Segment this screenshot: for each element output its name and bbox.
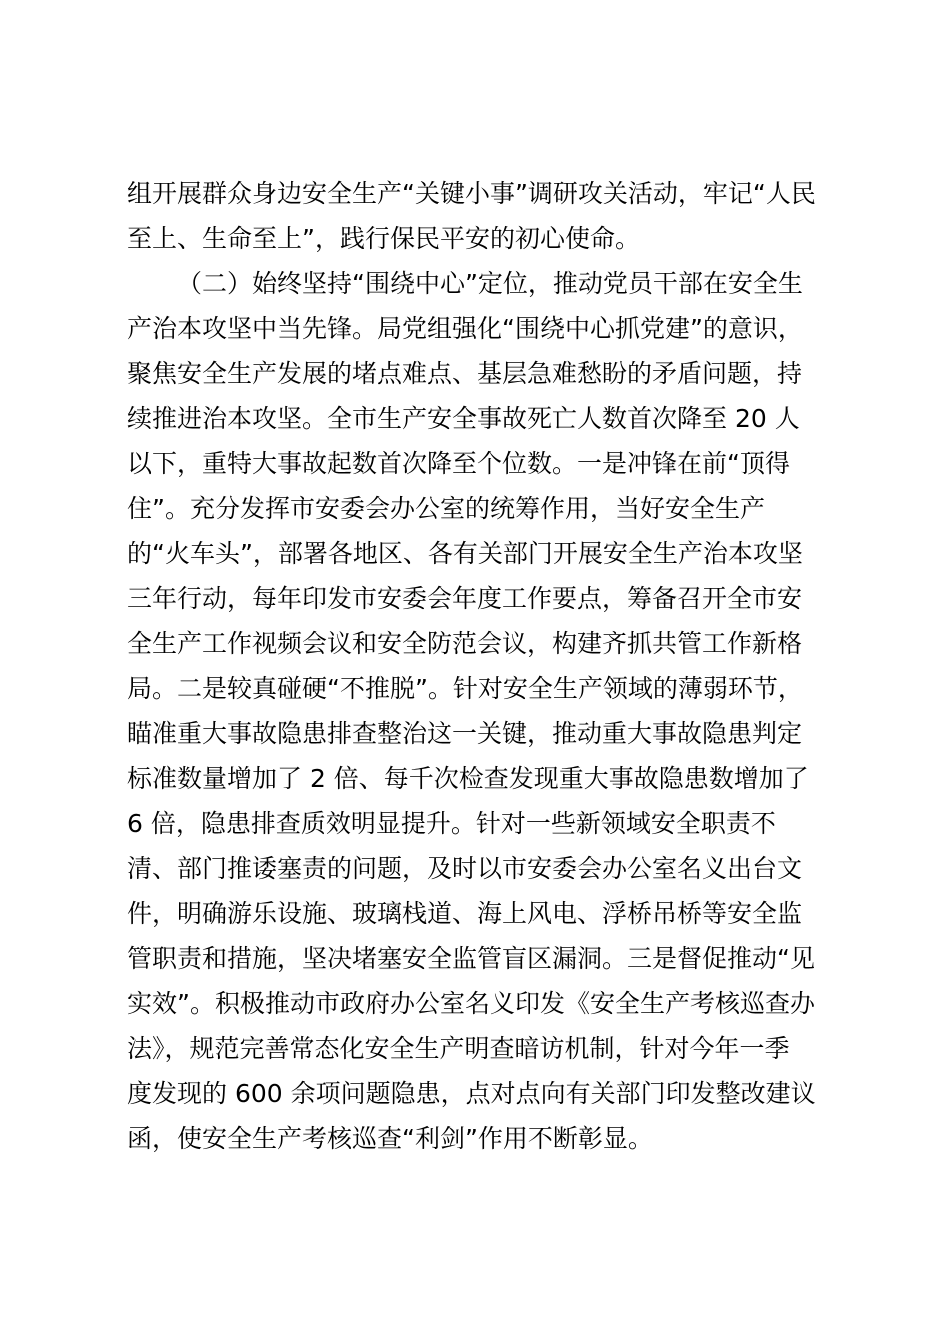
text-line-21: 度发现的 600 余项问题隐患，点对点向有关部门印发整改建议 — [127, 1079, 816, 1108]
text-line-17: 件，明确游乐设施、玻璃栈道、海上风电、浮桥吊桥等安全监 — [127, 899, 803, 928]
text-line-14: 标准数量增加了 2 倍、每千次检查发现重大事故隐患数增加了 — [127, 764, 809, 793]
text-line-4: 产治本攻坚中当先锋。局党组强化“围绕中心抓党建”的意识， — [127, 314, 803, 343]
text-line-16: 清、部门推诿塞责的问题，及时以市安委会办公室名义出台文 — [127, 854, 803, 883]
text-line-6: 续推进治本攻坚。全市生产安全事故死亡人数首次降至 20 人 — [127, 404, 800, 433]
text-line-11: 全生产工作视频会议和安全防范会议，构建齐抓共管工作新格 — [127, 629, 803, 658]
text-line-5: 聚焦安全生产发展的堵点难点、基层急难愁盼的矛盾问题，持 — [127, 359, 803, 388]
text-line-20: 法》，规范完善常态化安全生产明查暗访机制，针对今年一季 — [127, 1034, 790, 1063]
text-line-12: 局。二是较真碰硬“不推脱”。针对安全生产领域的薄弱环节， — [127, 674, 803, 703]
text-line-19: 实效”。积极推动市政府办公室名义印发《安全生产考核巡查办 — [127, 989, 815, 1018]
text-line-7: 以下，重特大事故起数首次降至个位数。一是冲锋在前“顶得 — [127, 449, 790, 478]
text-line-15: 6 倍，隐患排查质效明显提升。针对一些新领域安全职责不 — [127, 809, 776, 838]
text-line-2: 至上、生命至上”，践行保民平安的初心使命。 — [127, 224, 640, 253]
text-line-22: 函，使安全生产考核巡查“利剑”作用不断彰显。 — [127, 1124, 653, 1153]
text-line-1: 组开展群众身边安全生产“关键小事”调研攻关活动，牢记“人民 — [127, 179, 816, 208]
text-line-13: 瞄准重大事故隐患排查整治这一关键，推动重大事故隐患判定 — [127, 719, 803, 748]
text-line-9: 的“火车头”，部署各地区、各有关部门开展安全生产治本攻坚 — [127, 539, 803, 568]
section-heading-line: （二）始终坚持“围绕中心”定位，推动党员干部在安全生 — [177, 269, 803, 298]
text-line-18: 管职责和措施，坚决堵塞安全监管盲区漏洞。三是督促推动“见 — [127, 944, 815, 973]
text-line-10: 三年行动，每年印发市安委会年度工作要点，筹备召开全市安 — [127, 584, 803, 613]
text-line-8: 住”。充分发挥市安委会办公室的统筹作用，当好安全生产 — [127, 494, 765, 523]
